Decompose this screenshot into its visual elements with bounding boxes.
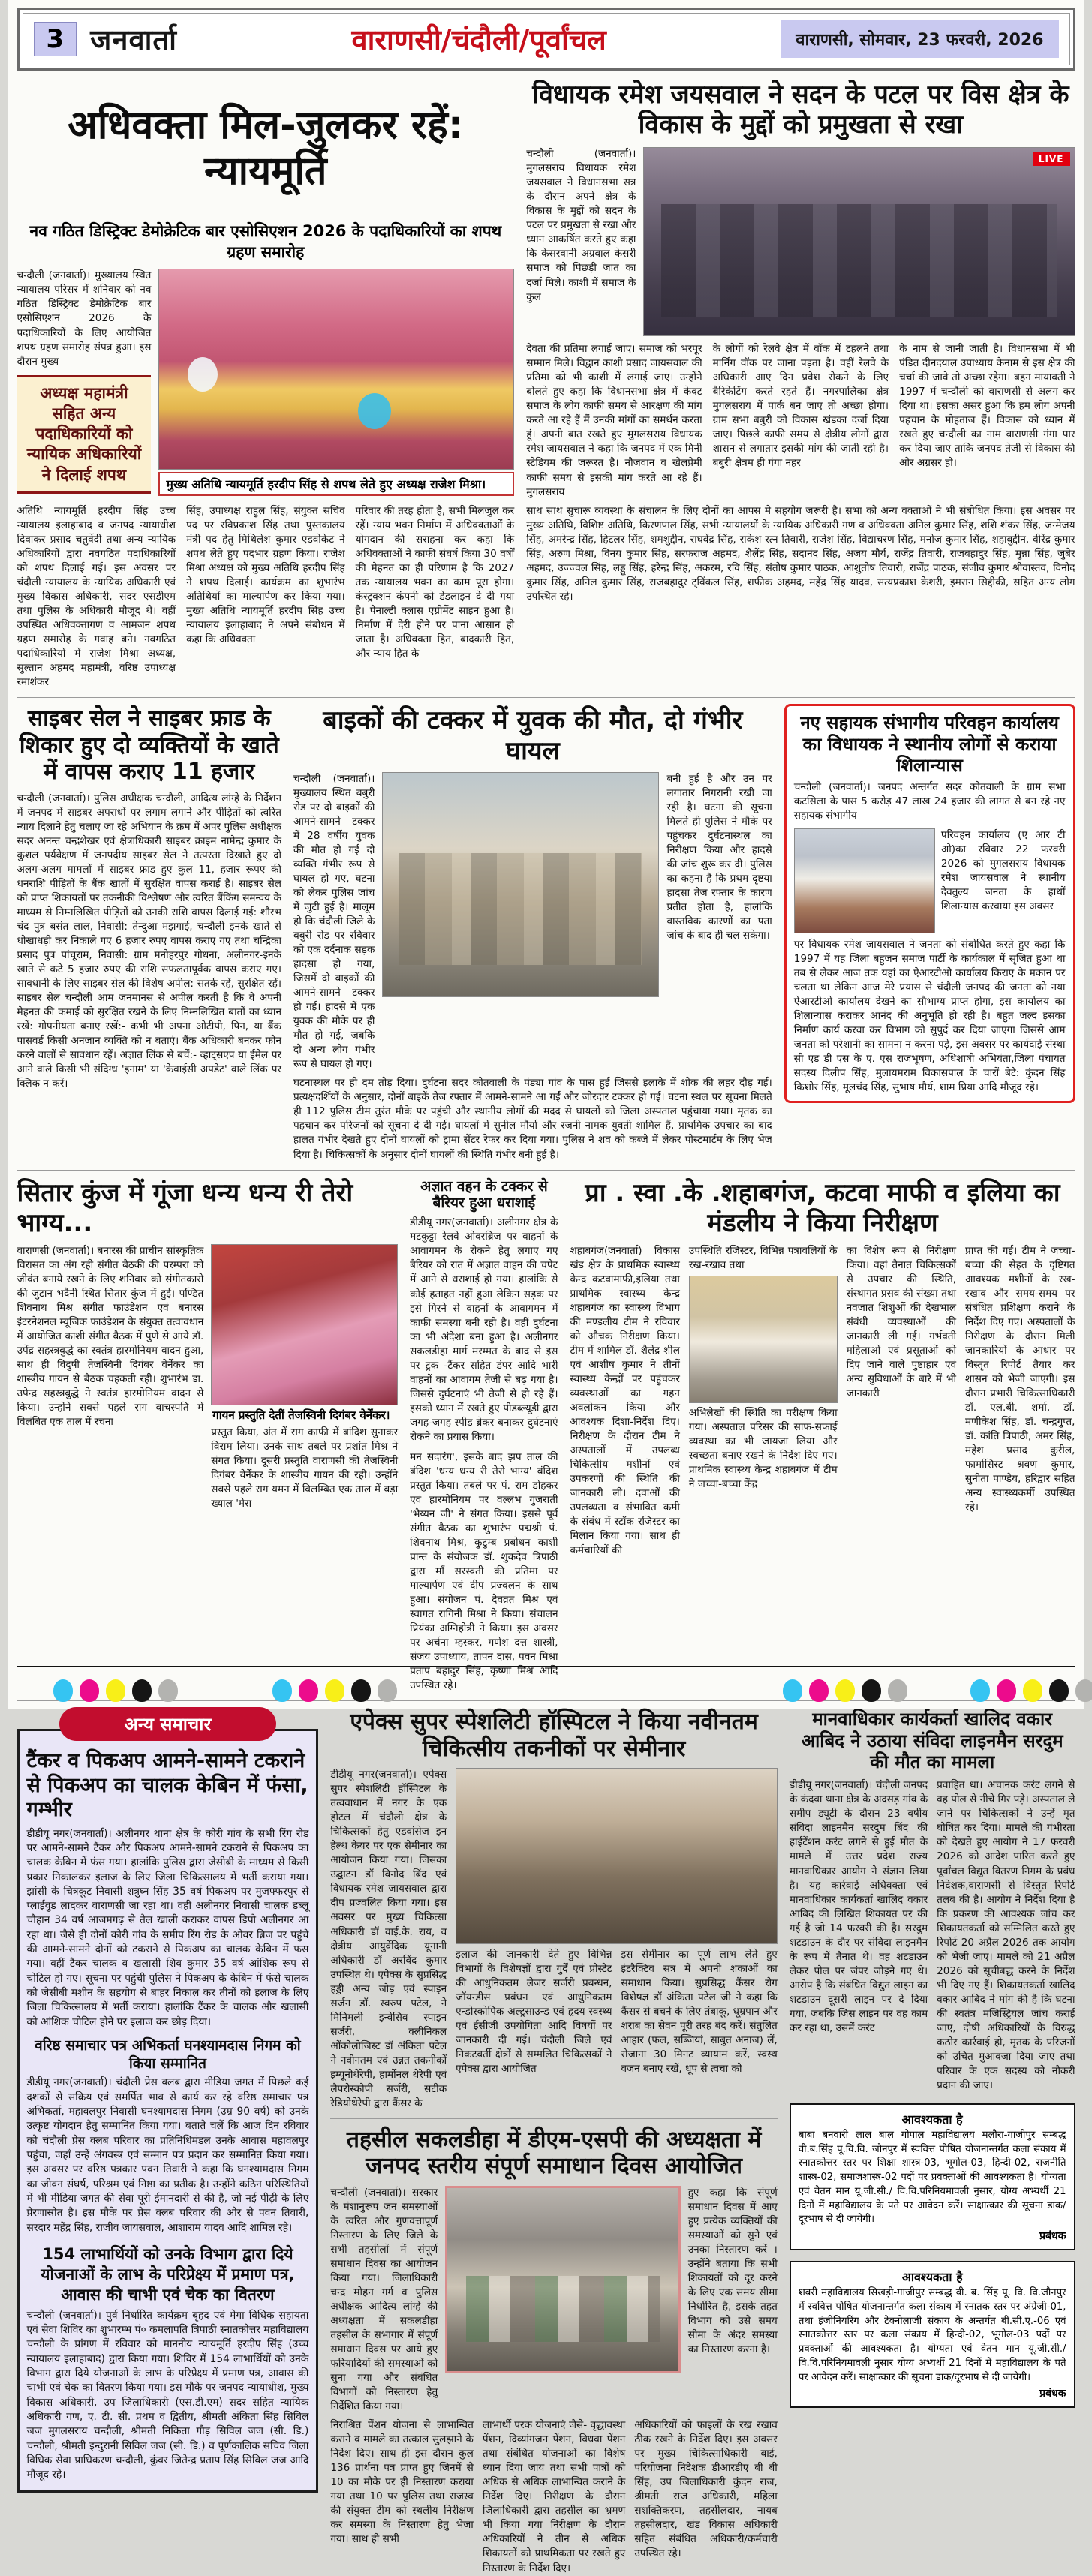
photo-oath-caption: मुख्य अतिथि न्यायमूर्ति हरदीप सिंह से शपथ लेते हुए अध्यक्ष राजेश मिश्रा।: [158, 472, 514, 496]
registration-marks: [970, 1679, 1092, 1702]
article-arto: [784, 704, 1075, 1162]
article-vidhayak-col3: के नाम से जानी जाती है। विधानसभा में भी पंडित दीनदयाल उपाध्याय केनाम से इस क्षेत्र की चर्चा की जावे तो अच्छा रहेगा। बहन मायावती ने 1997 में चन्दौली को वाराणसी से अलग कर दिया था। इसका असर हुआ कि हम लोग अपनी पहचान के मोहताज हैं। विकास को ध्यान में रखते हुए चन्दौली का नाम वाराणसी गंगा पार कर दिया जाए ताकि जनपद तेजी से विकास की ओर अग्रसर हो।: [899, 342, 1075, 499]
article-adhivakta-col3: परिवार की तरह होता है, सभी मिलजुल कर रहें। न्याय भवन निर्माण में अधिवक्ताओं के योगदान की सराहना कर कहा कि अधिवक्ताओं ने काफी संघर्ष किया 30 वर्षों की मेहनत का ही परिणाम है कि 2027 तक न्यायालय भवन का काम पूरा होगा। कंस्ट्रक्शन कंपनी को डेडलाइन दे दी गया है। पेनाल्टी क्लास एग्रीमेंट साइन हुआ है। निर्माण में देरी होने पर पाना आसान हो जाता है। अधिवक्ता हित, बादकारी हित, और न्याय हित के: [356, 504, 515, 690]
article-cyber-headline: साइबर सेल ने साइबर फ्राड के शिकार हुए दो व्यक्तियों के खाते में वापस कराए 11 हजार: [17, 705, 282, 785]
registration-dot-black: [351, 1679, 371, 1702]
article-manvadhikar-col1: डीडीयू नगर(जनवार्ता)। चंदौली जनपद के कंदवा थाना क्षेत्र के अदसड़ गांव के समीप ड्यूटी के दौरान 23 वर्षीय संविदा लाइनमैन सरदुम बिंद की हाईटेंशन करंट लगने से हुई मौत के मामले में उत्तर प्रदेश राज्य मानवाधिकार आयोग ने संज्ञान लिया है। यह कार्रवाई अधिवक्ता एवं मानवाधिकार कार्यकर्ता खालिद वकार आबिद की लिखित शिकायत पर की गई है जो 14 फरवरी की है। सरदुम शटडाउन के दौर पर संविदा लाइनमैन के रूप में तैनात थे। वह शटडाउन लेकर पोल पर जंपर जोड़ने गए थे। आरोप है कि संबंधित विद्युत लाइन का शटडाउन दूसरी लाइन पर दे दिया गया, जबकि जिस लाइन पर वह काम कर रहा था, उसमें करंट: [790, 1778, 928, 2093]
notice-1-title: आवश्यकता है: [799, 2111, 1066, 2127]
article-bike: [293, 704, 772, 1162]
article-sitar: [17, 1177, 399, 1694]
article-adhivakta-col1: अतिथि न्यायमूर्ति हरदीप सिंह उच्च न्यायालय इलाहाबाद व जनपद न्यायाधीश दिवाकर प्रसाद चतुर्वेदी तथा अन्य न्यायिक अधिकारियों द्वारा नवगठित पदाधिकारियों को शपथ दिलाई गई। इस अवसर पर चंदौली न्यायालय के न्यायिक अधिकारी एवं मुख्य विकास अधिकारी, सदर एसडीएम तथा पुलिस के अधिकारी मौजूद थे। वहीं उपस्थित अधिवक्तागण व आमजन शपथ ग्रहण समारोह के गवाह बने। नवगठित पदाधिकारियों में राजेश मिश्रा अध्यक्ष, सुल्तान अहमद महामंत्री, वरिष्ठ उपाध्यक्ष रमाशंकर: [17, 504, 176, 690]
article-arto-headline: नए सहायक संभागीय परिवहन कार्यालय का विधायक ने स्थानीय लोगों से कराया शिलान्यास: [794, 712, 1066, 776]
article-vidhayak: [526, 77, 1075, 690]
article-adhivakta-col4: साथ साथ सुचारू व्यवस्था के संचालन के लिए दोनों का आपस मे सहयोग जरूरी है। सभा को अन्य वक्ताओं ने भी संबोधित किया। इस अवसर पर मुख्य अतिथि, विशिष्ट अतिथि, किरणपाल सिंह, सभी न्यायालयों के न्यायिक अधिकारी गण व अधिवक्ता अनिल कुमार सिंह, शशि शंकर सिंह, जन्मेजय सिंह, अमरेन्द्र सिंह, हिटलर सिंह, शमशुद्दीन, राघवेंद्र सिंह, राकेश रत्न तिवारी, राजेश सिंह, विद्याचरण सिंह, मनोज कुमार सिंह, शहाबुद्दीन, वीरेंद्र कुमार सिंह, अरुण मिश्रा, विनय कुमार सिंह, सरफराज अहमद, शैलेंद्र सिंह, सदानंद सिंह, अजय मौर्य, राजेंद्र तिवारी, राजबहादुर सिंह, मुन्ना सिंह, जुबेर अहमद, उज्ज्वल सिंह, लड्डू सिंह, हरेन्द्र सिंह, अकरम, रवि सिंह, संतोष कुमार पाठक, आशुतोष तिवारी, राजेंद्र पाठक, संजीव कुमार श्रीवास्तव, विनोद कुमार सिंह, अनिल कुमार सिंह, राजबहादुर ट्विंकल सिंह, शफीक अहमद, महेंद्र सिंह यादव, सत्यप्रकाश केशरी, इमरान सिद्दीकी, सहित अन्य लोग उपस्थित रहे।: [526, 504, 1075, 604]
photo-tehsil-meeting: [445, 2186, 680, 2373]
registration-dot-yellow: [835, 1679, 855, 1702]
article-arto-intro: चन्दौली (जनवार्ता)। जनपद अन्तर्गत सदर कोतवाली के ग्राम सभा कटसिला के पास 5 करोड़ 47 लाख 24 हजार की लागत से बन रहे नए सहायक संभागीय: [794, 780, 1066, 823]
registration-dot-magenta: [997, 1679, 1016, 1702]
article-sitar-col3: मन सदारंग', इसके बाद झप ताल की बंदिश 'धन्य धन्य री तेरो भाग्य' बंदिश प्रस्तुत किया। तबले पर पं. राम डोहकर एवं हारमोनियम पर वल्लभ गुजराती 'भैय्यन जी' ने संगत किया। इससे पूर्व संगीत बैठक का शुभारंभ पद्मश्री पं. शिवनाथ मिश्र, कुटुम्ब प्रबोधन काशी प्रान्त के संयोजक डॉ. शुकदेव त्रिपाठी द्वारा माँ सरस्वती की प्रतिमा पर माल्यार्पण एवं दीप प्रज्वलन के साथ हुआ। संयोजन पं. देवव्रत मिश्र एवं स्वागत रागिनी मिश्रा ने किया। संचालन प्रियंका अग्निहोत्री ने किया। इस अवसर पर अर्चना म्हस्कर, गणेश दत्त शास्त्री, संजय उपाध्याय, तापन दास, पवन मिश्रा प्रताप बहादुर सिंह, कृष्णा मिश्र आदि उपस्थित रहे।: [410, 1450, 558, 1694]
photo-assembly-session: [643, 147, 1075, 336]
article-adhivakta-headline: अधिवक्ता मिल-जुलकर रहें: न्यायमूर्ति: [17, 103, 515, 195]
article-bike-col-right: बनी हुई है और उन पर लगातार निगरानी रखी जा रही है। घटना की सूचना मिलते ही पुलिस ने मौके पर पहुंचकर दुर्घटनास्थल का निरीक्षण किया और हादसे की जांच शुरू कर दी। पुलिस का कहना है कि प्रथम दृष्टया हादसा तेज रफ्तार के कारण प्रतीत होता है, हालांकि वास्तविक कारणों का पता जांच के बाद ही चल सकेगा।: [666, 772, 772, 1072]
notice-vacancy-2: [790, 2261, 1075, 2408]
article-nigam-headline: वरिष्ठ समाचार पत्र अभिकर्ता घनश्यामदास निगम को किया सम्मानित: [27, 2037, 309, 2073]
dateline: वाराणसी, सोमवार, 23 फरवरी, 2026: [781, 20, 1058, 58]
article-bike-col-left: चन्दौली (जनवार्ता)। मुख्यालय स्थित बबुरी रोड पर दो बाइकों की आमने-सामने टक्कर में 28 वर्षीय युवक की मौत हो गई दो व्यक्ति गंभीर रूप से घायल हो गए, घटना को लेकर पुलिस जांच में जुटी हुई है। मालूम हो कि चंदौली जिले के बबुरी रोड पर रविवार को एक दर्दनाक सड़क हादसा हो गया, जिसमें दो बाइकों की आमने-सामने टक्कर हो गई। हादसे में एक युवक की मौके पर ही मौत हो गई, जबकि दो अन्य लोग गंभीर रूप से घायल हो गए।: [293, 772, 375, 1072]
registration-dot-magenta: [809, 1679, 829, 1702]
registration-dot-cyan: [272, 1679, 292, 1702]
article-vidhayak-col1: देवता की प्रतिमा लगाई जाए। समाज को भरपूर सम्मान मिले। विद्वान काशी प्रसाद जायसवाल की प्रतिमा को भी काशी में लगाई जाए। उन्होंने बोलते हुए कहा कि विधानसभा क्षेत्र में केवट समाज के लोग काफी समय से आरक्षण की मांग करते आ रहे हैं मैं उनकी मांगों का समर्थन करता हूं। अपनी बात रखते हुए मुगलसराय विधायक रमेश जायसवाल ने कहा कि जनपद में एक मिनी स्टेडियम की जरूरत है। नौजवान व खेलप्रेमी काफी समय से इसकी मांग करते आ रहे हैं। मुगलसराय: [526, 342, 702, 499]
article-vidhayak-col2: के लोगों को रेलवे क्षेत्र में वॉक में टहलने तथा मार्निंग वॉक पर जाना पड़ता है। वहीं रेलवे के अधिकारी आए दिन प्रवेश रोकने के लिए बैरिकेटिंग करते रहते हैं। नगरपालिका क्षेत्र मुगलसराय में पार्क बन जाए तो अच्छा होगा। ग्राम सभा बबुरी को विकास खंडका दर्जा दिया जाए। पिछले काफी समय से क्षेत्रीय लोगों द्वारा शासन से लगातार इसकी मांग की जाती रही है। बबुरी क्षेत्रम ही गंगा नहर: [713, 342, 889, 499]
header-bar: [17, 8, 1075, 71]
notice-2-body: शबरी महाविद्यालय सिखड़ी-गाजीपुर सम्बद्ध वी. ब. सिंह पू. वि. वि.जौनपुर में स्ववित्त पोषित योजनान्तर्गत कला संकाय में स्नातक स्तर पर अंग्रेजी-01, तथा इंजीनियरिंग और टेक्नोलाजी संकाय के अन्तर्गत बी.सी.ए.-06 एवं स्नातकोत्तर स्तर पर कला संकाय में हिन्दी-02, भूगोल-03 पदों पर प्रवक्ताओं की आवश्यकता है। योग्यता एवं वेतन मान यू.जी.सी./वि.वि.परिनियमावली नुसार योग्य अभ्यर्थी 21 दिनों में महाविद्यालय के पते पर आवेदन करें। साक्षात्कार की सूचना डाक/दूरभाष से दी जायेगी।: [799, 2286, 1066, 2385]
article-arto-body: पर विधायक रमेश जायसवाल ने जनता को संबोधित करते हुए कहा कि 1997 में यह जिला बहुजन समाज पार्टी के कार्यकाल में सृजित हुआ था तब से लेकर आज तक यहां का ऐआरटीओ कार्यालय किराए के मकान पर चलता था लेकिन आज मेरे प्रयास से चंदौली जनपद की जनता को नया ऐआरटीओ कार्यालय देखने का सौभाग्य प्राप्त होगा, इस कार्यालय का शिलान्यास कराकर आनंद की अनुभूति हो रही है। बहुत जल्द इसका निर्माण कार्य करवा कर विभाग को सुपुर्द कर दिया जाएगा जिससे आम जनता को परेशानी का सामना न करना पड़े, इस अवसर पर कार्यदाई संस्था सी एंड डी एस के ए. एस राजभूषण, अधिशाषी अभियंता,जिला पंचायत सदस्य दिलीप सिंह, मुलायमराम विकासपाल के चारों बेटे: कुंदन सिंह किशोर सिंह, मूलचंद सिंह, सुभाष मौर्य, शाम प्रिया आदि मौजूद रहे।: [794, 938, 1066, 1095]
photo-singer-caption: गायन प्रस्तुति देतीं तेजस्विनी दिगंबर वेर्नेंकर।: [211, 1405, 398, 1423]
article-health-headline: प्रा . स्वा .के .शहाबगंज, कटवा माफी व इलिया का मंडलीय ने किया निरीक्षण: [570, 1178, 1075, 1238]
registration-dot-gray: [378, 1679, 397, 1702]
registration-dot-gray: [158, 1679, 178, 1702]
article-adhivakta-col2: सिंह, उपाध्यक्ष राहुल सिंह, संयुक्त सचिव पद पर रविप्रकाश सिंह तथा पुस्तकालय मंत्री पद हेतु मिथिलेश कुमार एडवोकेट ने शपथ लेते हुए पदभार ग्रहण किया। राजेश मिश्रा अध्यक्ष को मुख्य अतिथि हरदीप सिंह ने शपथ दिलाई। कार्यक्रम का शुभारंभ अतिथियों का माल्यार्पण कर किया गया। मुख्य अतिथि न्यायमूर्ति हरदीप सिंह उच्च न्यायालय इलाहाबाद ने अपने संबोधन में कहा कि अधिवक्ता: [186, 504, 345, 690]
article-adhivakta-subhead: नव गठित डिस्ट्रिक्ट डेमोक्रेटिक बार एसोसिएशन 2026 के पदाधिकारियों का शपथ ग्रहण समारोह: [17, 221, 515, 263]
article-health-col2-top: उपस्थिति रजिस्टर, विभिन्न पत्रावलियों के रख-रखाव तथा: [689, 1244, 838, 1273]
registration-dot-gray: [888, 1679, 907, 1702]
registration-dot-black: [132, 1679, 152, 1702]
other-news-column: [17, 1707, 319, 2575]
article-tanker-headline: टैंकर व पिकअप आमने-सामने टकराने से पिकअप का चालक केबिन में फंसा, गम्भीर: [27, 1749, 309, 1822]
article-apex-headline: एपेक्स सुपर स्पेशलिटी हॉस्पिटल ने किया नवीनतम चिकित्सीय तकनीकों पर सेमीनार: [330, 1709, 777, 1762]
article-arto-side: परिवहन कार्यालय (ए आर टी ओ)का रविवार 22 फरवरी 2026 को मुगलसराय विधायक रमेश जायसवाल ने स्थानीय देवतुल्य जनता के हाथों शिलान्यास करवाया इस अवसर: [941, 828, 1066, 933]
other-news-box: [17, 1729, 319, 2492]
registration-dot-yellow: [1023, 1679, 1042, 1702]
registration-dot-yellow: [325, 1679, 344, 1702]
registration-dot-cyan: [783, 1679, 802, 1702]
article-vidhayak-intro: चन्दौली (जनवार्ता)। मुगलसराय विधायक रमेश जयसवाल ने विधानसभा सत्र के दौरान अपने क्षेत्र के विकास के मुद्दों को सदन के पटल पर प्रमुखता से रखा और ध्यान आकर्षित करते हुए कहा कि केसरवानी अग्रवाल केसरी समाज को पिछड़ी जात का दर्जा मिले। काशी में समाज के कुल: [526, 147, 636, 336]
registration-dot-yellow: [106, 1679, 125, 1702]
article-nigam-body: डीडीयू नगर(जनवार्ता)। चंदौली प्रेस क्लब द्वारा मीडिया जगत में पिछले कई दशकों से सक्रिय एवं समर्पित भाव से कार्य कर रहे वरिष्ठ समाचार पत्र अभिकर्ता, महावलपुर निवासी घनश्यामदास निगम (उम्र 90 वर्ष) को उनके उत्कृष्ट योगदान हेतु सम्मानित किया गया। बताते चलें कि आज दिन रविवार को चंदौली प्रेस क्लब परिवार का प्रतिनिधिमंडल उनके आवास महावलपुर पहुंचा, जहाँ उन्हें अंगवस्त्र एवं सम्मान पत्र प्रदान कर सम्मानित किया गया। इस अवसर पर वरिष्ठ पत्रकार पवन तिवारी ने कहा कि घनश्यामदास निगम का जीवन संघर्ष, परिश्रम एवं निष्ठा का प्रतीक है। उन्होंने कठिन परिस्थितियों में भी मीडिया जगत की सेवा पूरी ईमानदारी से की है, जो नई पीढ़ी के लिए प्रेरणास्रोत है। इस मौके पर प्रेस क्लब परिवार की ओर से पवन तिवारी, सरदार महेंद्र सिंह, राजीव जायसवाल, आशाराम यादव आदि शामिल रहे।: [27, 2076, 309, 2235]
photo-oath-ceremony: [158, 269, 514, 470]
article-manvadhikar-headline: मानवाधिकार कार्यकर्ता खालिद वकार आबिद ने उठाया संविदा लाइनमैन सरदुम की मौत का मामला: [790, 1709, 1075, 1772]
article-adhivakta: [17, 77, 515, 690]
article-sitar-col2: प्रस्तुत किया, अंत में राग काफी में बांदिश सुनाकर विराम लिया। उनके साथ तबले पर प्रशांत मिश्र ने संगत किया। दूसरी प्रस्तुति वाराणसी की तेजस्विनी दिगंबर वेर्नेंकर के शास्त्रीय गायन की रही। उन्होंने सबसे पहले राग यमन में विलम्बित एक ताल में बड़ा ख्याल 'मेरा: [211, 1426, 398, 1511]
registration-dot-black: [1049, 1679, 1069, 1702]
article-health: [570, 1177, 1075, 1694]
notice-2-title: आवश्यकता है: [799, 2268, 1066, 2285]
photo-accident-scene: [382, 772, 659, 997]
article-health-col4: प्राप्त की गई। टीम ने जच्चा-बच्चा की सेहत के दृष्टिगत आवश्यक मशीनों के रख-रखाव और समय-समय पर संबंधित प्रशिक्षण कराने के निर्देश दिए गए। अस्पतालों के निरीक्षण के दौरान मिली जानकारियों के आधार पर विस्तृत रिपोर्ट तैयार कर शासन को भेजी जाएगी। इस दौरान प्रभारी चिकित्साधिकारी डॉ. एल.बी. शर्मा, डॉ. मणीकेश सिंह, डॉ. चन्द्रगुप्त, डॉ. कांति त्रिपाठी, अमर सिंह, महेश प्रसाद कुरील, फार्मासिस्ट श्रवण कुमार, सुनीता पाण्डेय, हरिद्वार सहित अन्य स्वास्थ्यकर्मी उपस्थित रहे।: [965, 1244, 1075, 1559]
photo-health-team: [689, 1276, 838, 1403]
article-tanker-body: डीडीयू नगर(जनवार्ता)। अलीनगर थाना क्षेत्र के कोरी गांव के सभी रिंग रोड पर आमने-सामने टैंकर और पिकअप आमने-सामने टकराने से पिकअप का चालक केबिन में फंस गया। हालांकि पुलिस द्वारा जेसीबी के माध्यम से किसी प्रकार निकालकर इलाज के लिए जिला चिकित्सालय में भर्ती कराया गया। झांसी के चित्रकूट निवासी शत्रुघ्न सिंह 35 वर्ष पिकअप पर मुजफ्फरपुर से प्लाईवुड लादकर वाराणसी जा रहा था। वही अलीनगर निवासी चालक डब्लू चौहान 34 वर्ष आजमगढ़ से तेल खाली कराकर वापस डिपो अलीनगर आ रहा था। जैसे ही दोनों कोरी गांव के समीप रिंग रोड के ओवर ब्रिज पर पहुंचे की आमने-सामने दोनों को टकराने से पिकअप का चालक केबिन में फस गया। वहीं टैंकर चालक व खलासी शिव कुमार 35 वर्ष आंशिक रूप से चोटिल हो गए। सूचना पर पहुंची पुलिस ने पिकअप के केबिन में फंसे चालक को जेसीबी मशीन के सहयोग से बाहर निकाल कर तीनों को इलाज के लिए जिला चिकित्सालय में भर्ती कराया। हालांकि टैंकर के चालक और खलासी को आंशिक चोटिल होने पर इलाज कर छोड़ दिया।: [27, 1827, 309, 2030]
notice-1-body: बाबा बनवारी लाल बाल गोपाल महाविद्यालय मलौरा-गाजीपुर सम्बद्ध वी.ब.सिंह पू.वि.वि. जौनपुर में स्ववित्त पोषित योजनान्तर्गत कला संकाय में स्नातकोत्तर स्तर पर शिक्षा शास्त्र-03, भूगोल-03, हिन्दी-02, राजनीति शास्त्र-02, समाजशास्त्र-02 पदों पर प्रवक्ताओं की आवश्यकता है। योग्यता एवं वेतन मान यू.जी.सी./ वि.वि.परिनियमावली नुसार, योग्य अभ्यर्थी 21 दिनों में महाविद्यालय के पते पर आवेदन करें। साक्षात्कार की सूचना डाक/दूरभाष से दी जायेगी।: [799, 2129, 1066, 2227]
registration-dot-cyan: [53, 1679, 73, 1702]
registration-dot-magenta: [299, 1679, 318, 1702]
classified-notices: [790, 2103, 1075, 2408]
registration-dot-black: [862, 1679, 881, 1702]
article-tehsil: [330, 2118, 777, 2576]
article-tehsil-col-right: हुए कहा कि संपूर्ण समाधान दिवस में आए हुए प्रत्येक व्यक्तियों की समस्याओं को सुने एवं उनका निस्तारण करें । उन्होंने बताया कि सभी शिकायतों को दूर करने के लिए एक समय सीमा निर्धारित है, इसके तहत विभाग को उसे समय सीमा के अंदर समस्या का निस्तारण करना है।: [688, 2186, 778, 2415]
article-manvadhikar: [790, 1709, 1075, 2093]
registration-marks: [272, 1679, 397, 1702]
article-apex-col2: इलाज की जानकारी देते हुए विभिन्न विभागों के विशेषज्ञों द्वारा गुर्दें एवं प्रोस्टेट की आधुनिकतम लेजर सर्जरी प्रबन्धन, जॉयन्डीस प्रबंधन एवं आधुनिकतम एन्डोस्कोपिक अल्ट्रसाउन्ड एवं हृदय स्वस्थ्य एवं ईसीजी उपयोगिता आदि विषयों पर जानकारी दी गई। चंदौली जिले एवं निकटवर्ती क्षेत्रों से सम्मलित चिकित्सकों ने एपेक्स द्वारा आयोजित: [456, 1948, 612, 2076]
article-adhivakta-highlight-box: अध्यक्ष महामंत्री सहित अन्य पदाधिकारियों को न्यायिक अधिकारियों ने दिलाई शपथ: [17, 375, 152, 494]
article-bike-headline: बाइकों की टक्कर में युवक की मौत, दो गंभीर घायल: [293, 705, 772, 765]
article-tehsil-bottom1: निराश्रित पेंशन योजना से लाभान्वित कराने व मामले का तत्काल सुलझाने के निर्देश दिए। साथ ही इस दौरान कुल 136 प्रार्थना पत्र प्राप्त हुए जिनमें से 10 का मौके पर ही निस्तारण कराया गया तथा 10 पर पुलिस तथा राजस्व की संयुक्त टीम को स्थलीय निरीक्षण कर समस्या के निस्तारण हेतु भेजा गया। साथ ही सभी: [330, 2418, 473, 2575]
article-labharthi-headline: 154 लाभार्थियों को उनके विभाग द्वारा दिये योजनाओं के लाभ के परिप्रेक्ष्य में प्रमाण पत्र, आवास की चाभी एवं चेक का वितरण: [27, 2244, 309, 2306]
article-apex-col3: इस सेमीनार का पूर्ण लाभ लेते हुए इंटरैक्टिव सत्र में अपनी शंकाओं का समाधान किया। सुप्रसिद्ध कैंसर रोग विशेषज्ञ डॉ अंकिता पटेल जी ने कहा कि कैंसर से बचने के लिए तंबाकू, धूम्रपान और शराब का सेवन पूरी तरह बंद करें। संतुलित आहार (फल, सब्जियां, साबुत अनाज) लें, रोजाना 30 मिनट व्यायाम करें, स्वस्थ वजन बनाए रखें, धूप से त्वचा को: [621, 1948, 777, 2076]
other-news-pill: अन्य समाचार: [59, 1707, 276, 1741]
notice-2-signoff: प्रबंधक: [799, 2386, 1066, 2400]
article-barrier: [410, 1177, 558, 1694]
article-barrier-headline: अज्ञात वहन के टक्कर से बैरियर हुआ धराशाई: [410, 1178, 558, 1212]
article-tehsil-bottom3: अधिकारियों को फाइलों के रख रखाव ठीक रखने के निर्देश दिए। इस अवसर पर मुख्य चिकित्साधिकारी बाई, परियोजना निदेशक डीआरडीए बी बी सिंह, उप जिलाधिकारी कुंदन राज, श्रीमती राज अधिकारी, महिला सशक्तिकरण, तहसीलदार, नायब तहसीलदार, खंड विकास अधिकारी सहित संबंधित अधिकारी/कर्मचारी उपस्थित रहे।: [634, 2418, 777, 2575]
newspaper-page: [8, 0, 1084, 1709]
article-cyber: [17, 704, 282, 1162]
article-tehsil-headline: तहसील सकलडीहा में डीएम-एसपी की अध्यक्षता में जनपद स्तरीय संपूर्ण समाधान दिवस आयोजित: [330, 2127, 777, 2180]
article-sitar-headline: सितार कुंज में गूंजा धन्य धन्य री तेरो भाग्य...: [17, 1178, 399, 1238]
page-number: 3: [34, 22, 77, 56]
photo-singer-performance: [211, 1244, 398, 1405]
notice-vacancy-1: [790, 2103, 1075, 2250]
article-vidhayak-headline: विधायक रमेश जयसवाल ने सदन के पटल पर विस क्षेत्र के विकास के मुद्दों को प्रमुखता से रखा: [526, 80, 1075, 140]
article-health-col1: शहाबगंज(जनवार्ता) विकास खंड क्षेत्र के प्राथमिक स्वास्थ्य केन्द्र कटवामाफी,इलिया तथा प्राथमिक स्वास्थ्य केन्द्र शहाबगंज का स्वास्थ्य विभाग की मण्डलीय टीम ने रविवार को औचक निरीक्षण किया। टीम में शामिल डॉ. शैलेंद्र शील एवं आशीष कुमार ने तीनों स्वास्थ्य केन्द्रों पर पहुंचकर व्यवस्थाओं का गहन अवलोकन किया और आवश्यक दिशा-निर्देश दिए। निरीक्षण के दौरान टीम ने अस्पतालों में उपलब्ध चिकित्सीय मशीनों एवं उपकरणों की स्थिति की जानकारी ली। दवाओं की उपलब्धता व संभावित कमी के संबंध में स्टॉक रजिस्टर का मिलान किया गया। साथ ही कर्मचारियों की: [570, 1244, 679, 1559]
article-apex: [330, 1709, 777, 2111]
article-labharthi-body: चन्दौली (जनवार्ता)। पुर्व निर्धारित कार्यक्रम बृहद एवं मेगा विधिक सहायता एवं सेवा शिविर का शुभारम्भ पं० कमलापति त्रिपाठी स्नातकोत्तर महाविद्यालय चन्दौली के प्रांगण में रविवार को माननीय न्यायमूर्ति हरदीप सिंह (उच्च न्यायालय इलाहाबाद) द्वारा किया गया। शिविर में 154 लाभार्थियों को उनके विभाग द्वारा दिये योजनाओं के लाभ के परिप्रेक्ष्य में प्रमाण पत्र, आवास की चाभी एवं चेक का वितरण किया गया। इस मौके पर जनपद न्यायाधीश, मुख्य विकास अधिकारी, उप जिलाधिकारी (एस.डी.एम) सदर सहित न्यायिक अधिकारी गण, ए. टी. सी. प्रथम व द्वितीय, श्रीमती अंकिता सिंह सिविल जज मुगलसराय चन्दौली, श्रीमती निकिता गौड़ सिविल जज (सी. डि.) चन्दौली, श्रीमती इन्दुरानी सिविल जज (सी. डि.) व पूर्णकालिक सचिव जिला विधिक सेवा प्राधिकरण चन्दौली, कुंवर जितेन्द्र प्रताप सिंह सिविल जज आदि मौजूद रहे।: [27, 2309, 309, 2483]
photo-arto-foundation: [794, 828, 935, 933]
registration-marks: [53, 1679, 178, 1702]
article-tehsil-col-left: चन्दौली (जनवार्ता)। सरकार के मंशानुरूप जन समस्याओं के त्वरित और गुणवत्तापूर्ण निस्तारण के लिए जिले के सभी तहसीलों में संपूर्ण समाधान दिवस का आयोजन किया गया। जिलाधिकारी चन्द्र मोहन गर्ग व पुलिस अधीक्षक आदित्य लांग्हे की अध्यक्षता में सकलडीहा तहसील के सभागार में संपूर्ण समाधान दिवस पर आये हुए फरियादियों की समस्याओं को सुना गया और संबंधित विभागों को निस्तारण हेतु निर्देशित किया गया।: [330, 2186, 438, 2415]
edition-title: वाराणसी/चंदौली/पूर्वांचल: [191, 20, 767, 59]
article-bike-bottom: घटनास्थल पर ही दम तोड़ दिया। दुर्घटना सदर कोतवाली के पंड्या गांव के पास हुई जिससे इलाके में शोक की लहर दौड़ गई। प्रत्यक्षदर्शियों के अनुसार, दोनों बाइकें तेज रफ्तार में आमने-सामने आ गईं और जोरदार टक्कर हो गई। घटना स्थल पर सूचना मिलते ही 112 पुलिस टीम तुरंत मौके पर पहुंची और स्थानीय लोगों की मदद से घायलों को जिला अस्पताल पहुंचाया गया। मृतक का पहचान कर परिजनों को सूचना दे दी गई। घायलों में सुनील मौर्या और रजनी नामक युवती शामिल हैं, प्राथमिक उपचार का बाद हालत गंभीर देखते हुए दोनों घायलों को ट्रामा सेंटर रेफर कर दिया गया। पुलिस ने शव को कब्जे में लेकर पोस्टमार्टम के लिए भेज दिया है। चिकित्सकों के अनुसार दोनों घायलों की स्थिति गंभीर बनी हुई है।: [293, 1076, 772, 1162]
article-sitar-col1: वाराणसी (जनवार्ता)। बनारस की प्राचीन सांस्कृतिक विरासत का अंग रही संगीत बैठकी की परम्परा को जीवंत बनाये रखने के लिए शनिवार को संगीतकारो की जुटान भदैनी स्थित सितार कुंज में हुई। पण्डित शिवनाथ मिश्र संगीत फाउंडेशन एवं बनारस इंटरनेशनल म्यूजिक फाउंडेशन के संयुक्त तत्वावधान में आयोजित काशी संगीत बैठक में पुणे से आये डॉ. उपेंद्र सहस्त्रबुद्धे का स्वतंत्र हारमोनियम वादन हुआ, साथ ही विदुषी तेजस्विनी दिगंबर वेर्नेंकर का शास्त्रीय गायन से बैठक चहकती रही। शुभारंभ डा. उपेन्द्र सहस्त्रबुद्धे ने स्वतंत्र हारमोनियम वादन से किया। उन्होंने सबसे पहले राग वाचस्पति में विलंबित एक ताल में रचना: [17, 1244, 204, 1511]
live-badge: LIVE: [1033, 152, 1070, 166]
article-cyber-body: चन्दौली (जनवार्ता)। पुलिस अधीक्षक चन्दौली, आदित्य लांग्हे के निर्देशन में जनपद में साइबर अपराधों पर लगाम लगाने और पीड़ितों को त्वरित न्याय दिलाने हेतु चलाए जा रहे अभियान के क्रम में अपर पुलिस अधीक्षक सदर अनन्त चन्द्रशेखर एवं क्षेत्राधिकारी साइबर क्राइम नामेन्द्र कुमार के कुशल पर्यवेक्षण में जनपदीय साइबर सेल ने तत्परता दिखाते हुए दो अलग-अलग मामलों में साइबर फ्राड हुए कुल 11, हजार रूपए की धनराशि पीड़ितों के बैंक खातों में सुरक्षित वापस कराई है। साइबर सेल को प्राप्त शिकायतों पर तकनीकी विश्लेषण और त्वरित बैंकिंग समन्वय के माध्यम से निम्नलिखित पीड़ितों को उनकी राशि वापस दिलाई गई: शौरभ चंद पुत्र बसंत लाल, निवासी: तेन्दुआ मझगाई, चन्दौली इनके खाते से धोखाधड़ी कर निकाले गए 6 हजार रुपए वापस कराए गए तथा चन्द्रिका प्रसाद पुत्र पांचूराम, निवासी: ग्राम मनोहरपुर गोधना, अलीनगर-इनके खाते से कटे 5 हजार रुपए की राशि सफलतापूर्वक वापस कराए गए। सावधानी के लिए साइबर सेल की विशेष अपील: सतर्क रहें, सुरक्षित रहें। साइबर सेल चन्दौली आम जनमानस से अपील करती है कि वे अपनी मेहनत की कमाई को सुरक्षित रखने के लिए निम्नलिखित बातों का ध्यान रखें: गोपनीयता बनाए रखें:- कभी भी अपना ओटीपी, पिन, या बैंक पासवर्ड किसी अनजान व्यक्ति को न बताएं। बैंक अधिकारी बनकर फोन करने वालों से सावधान रहें। अज्ञात लिंक से बचें:- व्हाट्सएप या ईमेल पर आने वाले किसी भी संदिग्ध 'इनाम' या 'केवाईसी अपडेट' वाले लिंक पर क्लिक न करें।: [17, 792, 282, 1092]
article-apex-col1: डीडीयू नगर(जनवार्ता)। एपेक्स सुपर स्पेशलिटी हॉस्पिटल के तत्ववाधान में नगर के एक होटल में चंदौली क्षेत्र के चिकित्सकों हेतु एडवांसेज इन हेल्थ केयर पर एक सेमीनार का आयोजन किया गया। जिसका उद्घाटन डॉ विनोद बिंद एवं विधायक रमेश जायसवाल द्वारा दीप प्रज्वलित किया गया। इस अवसर पर मुख्य चिकित्सा अधिकारी डॉ वाई.के. राय, व क्षेत्रीय आयुर्वेदिक यूनानी अधिकारी डॉ अरविंद कुमार उपस्थित थे। एपेक्स के सुप्रसिद्ध हड्डी अन्य जोड़ एवं स्पाइन सर्जन डॉ. स्वरुप पटेल, ने मिनिमली इन्वेसिव स्पाइन सर्जरी, क्लीनिकल ओंकोलोजिस्ट डॉ अंकिता पटेल ने नवीनतम एवं उन्नत तकनीकों इम्यूनोथेरेपी, हार्मोनल थेरेपी एवं लैपरोस्कोपी सर्जरी, सटीक रेडियोथेरेपी द्वारा कैंसर के: [330, 1768, 447, 2111]
photo-apex-seminar: [456, 1768, 778, 1944]
article-manvadhikar-col2: प्रवाहित था। अचानक करंट लगने से वह पोल से नीचे गिर पड़े। अस्पताल ले जाने पर चिकित्सकों ने उन्हें मृत घोषित कर दिया। मामले की गंभीरता को देखते हुए आयोग ने 17 फरवरी 2026 को आदेश पारित करते हुए पूर्वांचल विद्युत वितरण निगम के प्रबंध निदेशक,वाराणसी से विस्तृत रिपोर्ट तलब की है। आयोग ने निर्देश दिया है कि प्रकरण की आवश्यक जांच कर शिकायतकर्ता को सम्मिलित करते हुए रिपोर्ट 20 अप्रैल 2026 तक आयोग को भेजी जाए। मामले को 21 अप्रैल 2026 को सूचीबद्ध करने के निर्देश भी दिए गए हैं। शिकायतकर्ता खालिद वकार आबिद ने मांग की है कि घटना की स्वतंत्र मजिस्ट्रियल जांच कराई जाए, दोषी अधिकारियों के विरुद्ध कठोर कार्रवाई हो, मृतक के परिजनों को उचित मुआवजा दिया जाए तथा परिवार के एक सदस्य को नौकरी प्रदान की जाए।: [937, 1778, 1075, 2093]
registration-dot-cyan: [970, 1679, 990, 1702]
masthead-title: जनवार्ता: [90, 20, 177, 59]
registration-marks: [783, 1679, 907, 1702]
article-tehsil-bottom2: लाभार्थी परक योजनाएं जैसे- वृद्धावस्था पेंशन, दिव्यांगजन पेंशन, विधवा पेंशन तथा संबंधित योजनाओं का विशेष ध्यान दिया जाय तथा सभी पात्रों को अधिक से अधिक लाभान्वित कराने के निर्देश दिए। निरीक्षण के दौरान जिलाधिकारी द्वारा तहसील का भ्रमण भी किया गया निरीक्षण के दौरान अधिकारियों ने तीन से अधिक शिकायतों को प्राथमिकता पर रखते हुए निस्तारण के निर्देश दिए।: [483, 2418, 625, 2575]
article-health-col3: का विशेष रूप से निरीक्षण किया। वहां तैनात चिकित्सकों से उपचार की स्थिति, संस्थागत प्रसव की संख्या तथा नवजात शिशुओं की देखभाल संबंधी व्यवस्थाओं की जानकारी ली गई। गर्भवती महिलाओं एवं प्रसूताओं को दिए जाने वाले पुष्टाहार एवं अन्य सुविधाओं के बारे में भी जानकारी: [847, 1244, 956, 1559]
article-health-col2-bottom: अभिलेखों की स्थिति का परीक्षण किया गया। अस्पताल परिसर की साफ-सफाई व्यवस्था का भी जायजा लिया और स्वच्छता बनाए रखने के निर्देश दिए गए।प्राथमिक स्वास्थ्य केन्द्र शहाबगंज में टीम ने जच्चा-बच्चा केंद्र: [689, 1406, 838, 1492]
notice-1-signoff: प्रबंधक: [799, 2229, 1066, 2243]
registration-dot-gray: [1075, 1679, 1092, 1702]
registration-dot-magenta: [80, 1679, 99, 1702]
print-footer: [17, 1666, 1075, 1709]
article-adhivakta-intro: चन्दौली (जनवार्ता)। मुख्यालय स्थित न्यायालय परिसर में शनिवार को नव गठित डिस्ट्रिक्ट डेमोक्रेटिक बार एसोसिएशन 2026 के पदाधिकारियों के लिए आयोजित शपथ ग्रहण समारोह संपन्न हुआ। इस दौरान मुख्य: [17, 269, 152, 368]
article-barrier-body: डीडीयू नगर(जनवार्ता)। अलीनगर क्षेत्र के मटकुट्टा रेलवे ओवरब्रिज पर वाहनों के आवागमन के रोकने हेतु लगाए गए बैरियर को रात में अज्ञात वाहन की चपेट में आने से धराशाई हो गया। हालांकि से कोई हताहत नहीं हुआ लेकिन सड़क पर इसे गिरने से वाहनों के आवागमन में काफी समस्या बनी रही है। वहीं दुर्घटना का भी अंदेशा बना हुआ है। अलीनगर सकलडीहा मार्ग मरम्मत के बाद से इस पर ट्रक -टैंकर सहित डंपर आदि भारी वाहनों का आवागम तेजी से बढ़ गया है। जिससे दुर्घटनाएं भी तेजी से हो रहे हैं। इसको ध्यान में रखते हुए पीडब्ल्यूडी द्वारा जगह-जगह स्पीड ब्रेकर बनाकर दुर्घटनाएं रोकने का प्रयास किया।: [410, 1216, 558, 1444]
